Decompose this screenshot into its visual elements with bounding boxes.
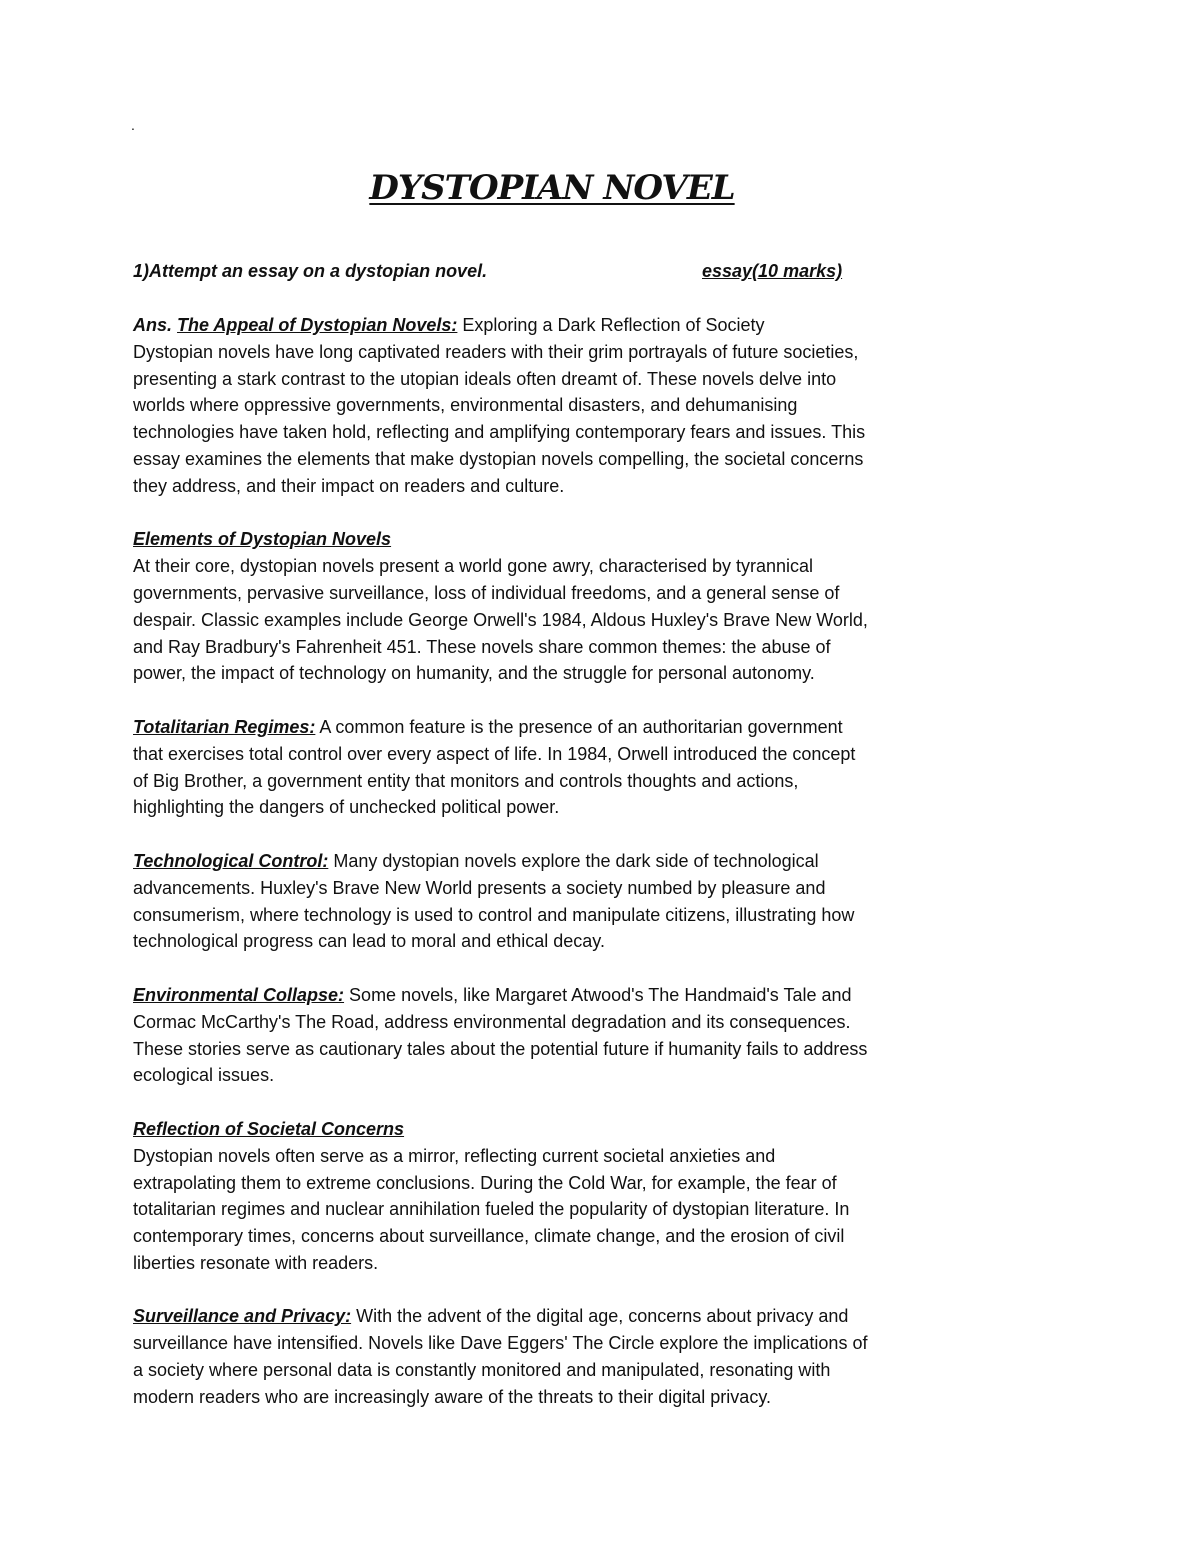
paragraph-text: A common feature is the presence of an authoritarian government xyxy=(315,716,843,737)
paragraph-line: advancements. Huxley's Brave New World presents a society numbed by pleasure and xyxy=(133,877,826,898)
question-line xyxy=(133,258,993,285)
paragraph-line: Cormac McCarthy's The Road, address environmental degradation and its consequences. xyxy=(133,1011,851,1032)
subheading-surveillance: Surveillance and Privacy: xyxy=(133,1306,352,1327)
technological-section xyxy=(133,848,993,955)
totalitarian-first-line xyxy=(133,714,993,741)
subheading-technological: Technological Control: xyxy=(133,850,329,871)
paragraph-line: modern readers who are increasingly aware of the threats to their digital privacy. xyxy=(133,1386,771,1407)
paragraph-line: governments, pervasive surveillance, loss of individual freedoms, and a general sense of xyxy=(133,582,840,603)
answer-prefix: Ans. xyxy=(133,315,173,335)
intro-heading: The Appeal of Dystopian Novels: xyxy=(177,315,458,335)
paragraph-line: of Big Brother, a government entity that monitors and controls thoughts and actions, xyxy=(133,770,799,791)
paragraph-line: highlighting the dangers of unchecked political power. xyxy=(133,797,560,818)
paragraph-line: essay examines the elements that make dystopian novels compelling, the societal concerns xyxy=(133,448,864,469)
environmental-first-line xyxy=(133,982,993,1009)
paragraph-text: Many dystopian novels explore the dark side of technological xyxy=(328,850,819,871)
paragraph-line: surveillance have intensified. Novels like Dave Eggers' The Circle explore the implications of xyxy=(133,1333,868,1354)
subheading-environmental: Environmental Collapse: xyxy=(133,984,345,1005)
paragraph-line: power, the impact of technology on humanity, and the struggle for personal autonomy. xyxy=(133,663,815,684)
subheading-totalitarian: Totalitarian Regimes: xyxy=(133,716,316,737)
paragraph-line: totalitarian regimes and nuclear annihilation fueled the popularity of dystopian literature. In xyxy=(133,1199,850,1220)
surveillance-section xyxy=(133,1303,993,1410)
paragraph-line: Dystopian novels have long captivated readers with their grim portrayals of future societies, xyxy=(133,341,859,362)
paragraph-line: These stories serve as cautionary tales about the potential future if humanity fails to address xyxy=(133,1038,868,1059)
paragraph-line: worlds where oppressive governments, environmental disasters, and dehumanising xyxy=(133,395,798,416)
paragraph-line: ecological issues. xyxy=(133,1065,275,1086)
paragraph-line: a society where personal data is constantly monitored and manipulated, resonating with xyxy=(133,1360,831,1381)
question-marks: essay(10 marks) xyxy=(702,261,843,281)
paragraph-text: With the advent of the digital age, concerns about privacy and xyxy=(351,1306,849,1327)
totalitarian-section xyxy=(133,714,993,821)
intro-first-line xyxy=(133,312,993,339)
paragraph-line: technological progress can lead to moral and ethical decay. xyxy=(133,931,605,952)
elements-section xyxy=(133,526,993,687)
paragraph-line: that exercises total control over every aspect of life. In 1984, Orwell introduced the concept xyxy=(133,743,856,764)
paragraph-line: presenting a stark contrast to the utopian ideals often dreamt of. These novels delve into xyxy=(133,368,837,389)
paragraph-line: and Ray Bradbury's Fahrenheit 451. These novels share common themes: the abuse of xyxy=(133,636,831,657)
section-heading-elements: Elements of Dystopian Novels xyxy=(133,529,392,550)
page-title: DYSTOPIAN NOVEL xyxy=(369,168,735,208)
paragraph-line: they address, and their impact on readers and culture. xyxy=(133,475,565,496)
document-body xyxy=(133,258,993,1411)
surveillance-first-line xyxy=(133,1303,993,1330)
paragraph-line: consumerism, where technology is used to control and manipulate citizens, illustrating how xyxy=(133,904,855,925)
paragraph-line: Dystopian novels often serve as a mirror, reflecting current societal anxieties and xyxy=(133,1145,776,1166)
intro-first-text: Exploring a Dark Reflection of Society xyxy=(457,315,765,335)
technological-first-line xyxy=(133,848,993,875)
paragraph-line: At their core, dystopian novels present a world gone awry, characterised by tyrannical xyxy=(133,556,814,577)
paragraph-line: contemporary times, concerns about surveillance, climate change, and the erosion of civil xyxy=(133,1226,845,1247)
paragraph-line: liberties resonate with readers. xyxy=(133,1252,379,1273)
paragraph-text: Some novels, like Margaret Atwood's The Handmaid's Tale and xyxy=(344,984,852,1005)
paragraph-line: technologies have taken hold, reflecting and amplifying contemporary fears and issues. This xyxy=(133,422,866,443)
question-text: 1)Attempt an essay on a dystopian novel. xyxy=(133,261,488,281)
paragraph-line: despair. Classic examples include George Orwell's 1984, Aldous Huxley's Brave New World, xyxy=(133,609,868,630)
environmental-section xyxy=(133,982,993,1089)
stray-dot: . xyxy=(131,117,135,133)
intro-paragraph xyxy=(133,312,993,500)
paragraph-line: extrapolating them to extreme conclusions. During the Cold War, for example, the fear of xyxy=(133,1172,837,1193)
reflection-section xyxy=(133,1116,993,1277)
section-heading-reflection: Reflection of Societal Concerns xyxy=(133,1118,405,1139)
